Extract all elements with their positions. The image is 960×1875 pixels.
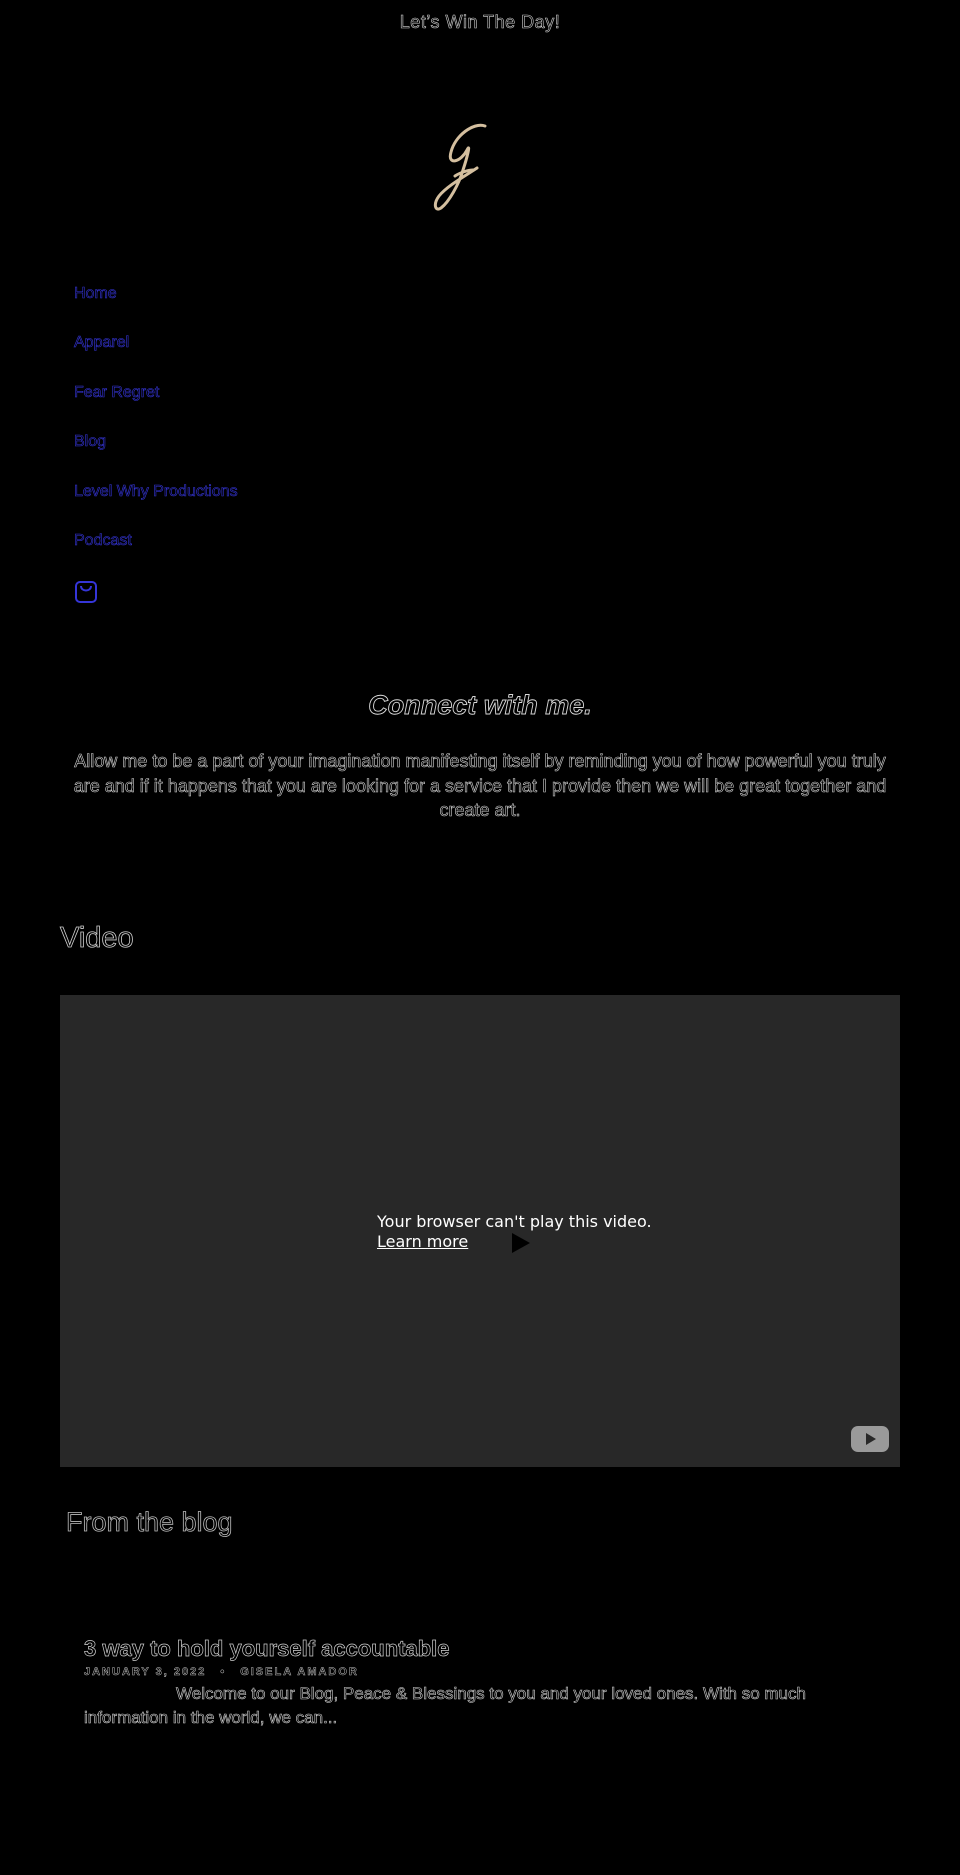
blog-post-card[interactable] [84,1636,884,1730]
connect-heading: Connect with me. [368,690,592,720]
learn-more-link[interactable]: Learn more [377,1232,469,1251]
blog-heading: From the blog [66,1507,233,1537]
announcement-bar: Let’s Win The Day! [399,12,561,32]
nav-item-fear-regret[interactable]: Fear Regret [74,383,160,401]
post-meta [84,1666,884,1678]
youtube-icon[interactable] [851,1426,889,1452]
post-author: GISELA AMADOR [240,1666,359,1678]
post-excerpt [84,1682,874,1730]
play-icon[interactable] [510,1231,532,1255]
video-player[interactable] [60,995,900,1467]
nav-item-level-why-productions[interactable]: Level Why Productions [74,482,238,500]
nav-item-home[interactable]: Home [74,285,117,302]
video-error-text: Your browser can't play this video. [377,1212,652,1231]
nav-item-blog[interactable]: Blog [74,433,107,451]
video-heading: Video [60,922,134,954]
signature-g-logo[interactable] [425,118,505,218]
post-date: JANUARY 3, 2022 [84,1666,207,1678]
post-excerpt-text: Welcome to our Blog, Peace & Blessings to you and your loved ones. With so much information in the world, we can... [84,1684,806,1727]
shopping-bag-icon[interactable] [74,578,98,604]
nav-item-podcast[interactable]: Podcast [74,531,132,549]
main-navigation [74,278,238,574]
post-title[interactable]: 3 way to hold yourself accountable [84,1636,450,1661]
meta-separator: • [220,1666,227,1678]
connect-description: Allow me to be a part of your imagination manifesting itself by reminding you of how powerful you truly are and if it happens that you are looking for a service that I provide then we will be great together and create art. [73,751,887,820]
nav-item-apparel[interactable]: Apparel [74,334,130,352]
